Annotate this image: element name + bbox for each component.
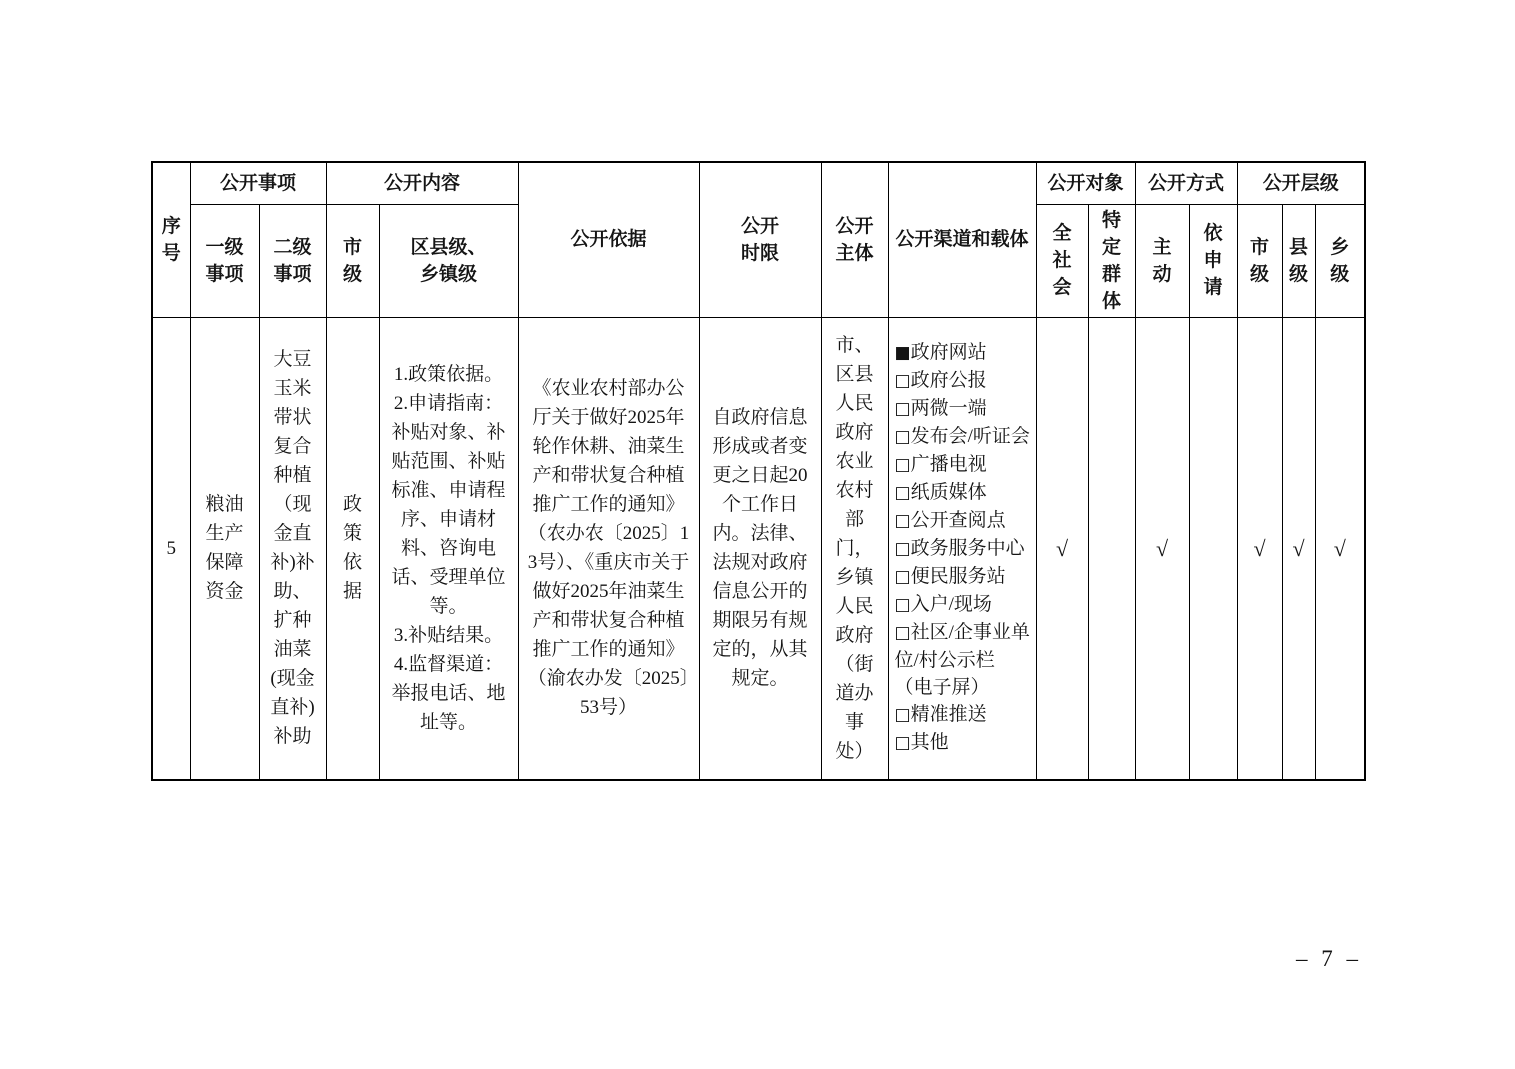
header-level2-item-label: 二级事项 — [273, 236, 312, 285]
header-group-open-method: 公开方式 — [1135, 162, 1237, 204]
header-method-on-request — [1189, 204, 1237, 317]
header-level2-item — [259, 204, 326, 317]
header-open-channels: 公开渠道和载体 — [888, 162, 1036, 317]
header-scope-county — [1282, 204, 1315, 317]
channel-item — [895, 563, 1032, 591]
channel-item — [895, 535, 1032, 563]
channel-label: 政府网站 — [910, 342, 987, 364]
header-open-basis: 公开依据 — [518, 162, 699, 317]
checkbox-unchecked-icon: □ — [894, 427, 911, 448]
checkbox-unchecked-icon: □ — [894, 399, 911, 420]
channel-item — [895, 339, 1032, 367]
header-group-open-target: 公开对象 — [1036, 162, 1135, 204]
channel-label: 纸质媒体 — [910, 482, 987, 504]
channel-label: 政府公报 — [910, 370, 987, 392]
checkbox-unchecked-icon: □ — [894, 371, 911, 392]
disclosure-table — [151, 161, 1366, 781]
header-scope-township — [1315, 204, 1365, 317]
header-group-open-level: 公开层级 — [1237, 162, 1365, 204]
channel-label: 公开查阅点 — [910, 510, 1006, 532]
header-open-time-limit — [699, 162, 821, 317]
checkbox-unchecked-icon: □ — [894, 483, 911, 504]
header-seq — [152, 162, 190, 317]
channel-item — [895, 423, 1032, 451]
channel-label: 便民服务站 — [910, 566, 1006, 588]
cell-city-content — [326, 317, 379, 780]
county-content-line: 3.补贴结果。 — [393, 624, 504, 646]
channel-item — [895, 451, 1032, 479]
channel-label: 精准推送 — [910, 704, 987, 726]
cell-mark-scope-county: √ — [1282, 317, 1315, 780]
header-level1-item — [190, 204, 259, 317]
cell-mark-scope-city: √ — [1237, 317, 1282, 780]
header-target-public — [1036, 204, 1088, 317]
checkbox-unchecked-icon: □ — [894, 539, 911, 560]
header-group-open-item: 公开事项 — [190, 162, 326, 204]
cell-mark-scope-township: √ — [1315, 317, 1365, 780]
channel-item — [895, 479, 1032, 507]
checkbox-unchecked-icon: □ — [894, 455, 911, 476]
channel-label: 政务服务中心 — [910, 538, 1025, 560]
header-seq-label: 序号 — [161, 215, 181, 264]
header-scope-county-label: 县级 — [1289, 236, 1309, 285]
channel-item — [895, 619, 1032, 701]
page-number: – 7 – — [1296, 946, 1362, 971]
header-method-proactive-label: 主动 — [1152, 236, 1172, 285]
header-open-subject — [821, 162, 888, 317]
channel-label: 发布会/听证会 — [910, 426, 1030, 448]
checkbox-checked-icon: ■ — [894, 343, 911, 364]
header-method-on-request-label: 依申请 — [1203, 223, 1223, 298]
county-content-line: 1.政策依据。 — [393, 363, 504, 385]
header-group-open-content: 公开内容 — [326, 162, 518, 204]
cell-level2-item — [259, 317, 326, 780]
county-content-line: 4.监督渠道：举报电话、地址等。 — [391, 653, 506, 733]
channel-label: 入户/现场 — [910, 594, 992, 616]
header-county-township-level-label: 区县级、乡镇级 — [410, 236, 487, 285]
cell-city-content-text: 政策依据 — [343, 494, 363, 603]
channel-item — [895, 591, 1032, 619]
cell-county-content — [379, 317, 518, 780]
cell-level1-item — [190, 317, 259, 780]
header-level1-item-label: 一级事项 — [205, 236, 244, 285]
channel-label: 两微一端 — [910, 398, 987, 420]
cell-time-limit: 自政府信息形成或者变更之日起20个工作日内。法律、法规对政府信息公开的期限另有规定的，从其规定。 — [699, 317, 821, 780]
channel-item — [895, 507, 1032, 535]
checkbox-unchecked-icon: □ — [894, 623, 911, 644]
cell-mark-target-specific — [1088, 317, 1135, 780]
cell-mark-target-public: √ — [1036, 317, 1088, 780]
county-content-line: 2.申请指南：补贴对象、补贴范围、补贴标准、申请程序、申请材料、咨询电话、受理单位等。 — [391, 392, 506, 617]
channel-label: 其他 — [910, 732, 949, 754]
cell-subject-text: 市、区县人民政府农业农村部门，乡镇人民政府（街道办事处） — [835, 334, 874, 762]
header-scope-city — [1237, 204, 1282, 317]
channel-label: 社区/企事业单位/村公示栏（电子屏） — [894, 622, 1030, 699]
channel-item — [895, 395, 1032, 423]
header-method-proactive — [1135, 204, 1189, 317]
cell-mark-method-on-request — [1189, 317, 1237, 780]
header-scope-city-label: 市级 — [1250, 236, 1270, 285]
header-county-township-level — [379, 204, 518, 317]
header-open-time-limit-label: 公开时限 — [741, 215, 780, 264]
header-target-specific — [1088, 204, 1135, 317]
cell-channels — [888, 317, 1036, 780]
checkbox-unchecked-icon: □ — [894, 511, 911, 532]
cell-seq: 5 — [152, 317, 190, 780]
cell-subject — [821, 317, 888, 780]
cell-basis: 《农业农村部办公厅关于做好2025年轮作休耕、油菜生产和带状复合种植推广工作的通知》（农办农〔2025〕13号）、《重庆市关于做好2025年油菜生产和带状复合种植推广工作的通知》（渝农办发〔2025〕53号） — [518, 317, 699, 780]
header-target-public-label: 全社会 — [1052, 223, 1072, 298]
header-city-level — [326, 204, 379, 317]
channel-item — [895, 701, 1032, 729]
channel-item — [895, 729, 1032, 757]
channel-item — [895, 367, 1032, 395]
header-scope-township-label: 乡级 — [1330, 236, 1350, 285]
header-city-level-label: 市级 — [343, 236, 363, 285]
checkbox-unchecked-icon: □ — [894, 733, 911, 754]
cell-level2-item-text: 大豆玉米带状复合种植（现金直补)补助、扩种油菜(现金直补)补助 — [270, 349, 315, 748]
checkbox-unchecked-icon: □ — [894, 595, 911, 616]
channel-label: 广播电视 — [910, 454, 987, 476]
header-target-specific-label: 特定群体 — [1102, 209, 1122, 312]
cell-mark-method-proactive: √ — [1135, 317, 1189, 780]
checkbox-unchecked-icon: □ — [894, 705, 911, 726]
header-open-subject-label: 公开主体 — [835, 215, 874, 264]
checkbox-unchecked-icon: □ — [894, 567, 911, 588]
cell-level1-item-text: 粮油生产保障资金 — [205, 494, 244, 603]
